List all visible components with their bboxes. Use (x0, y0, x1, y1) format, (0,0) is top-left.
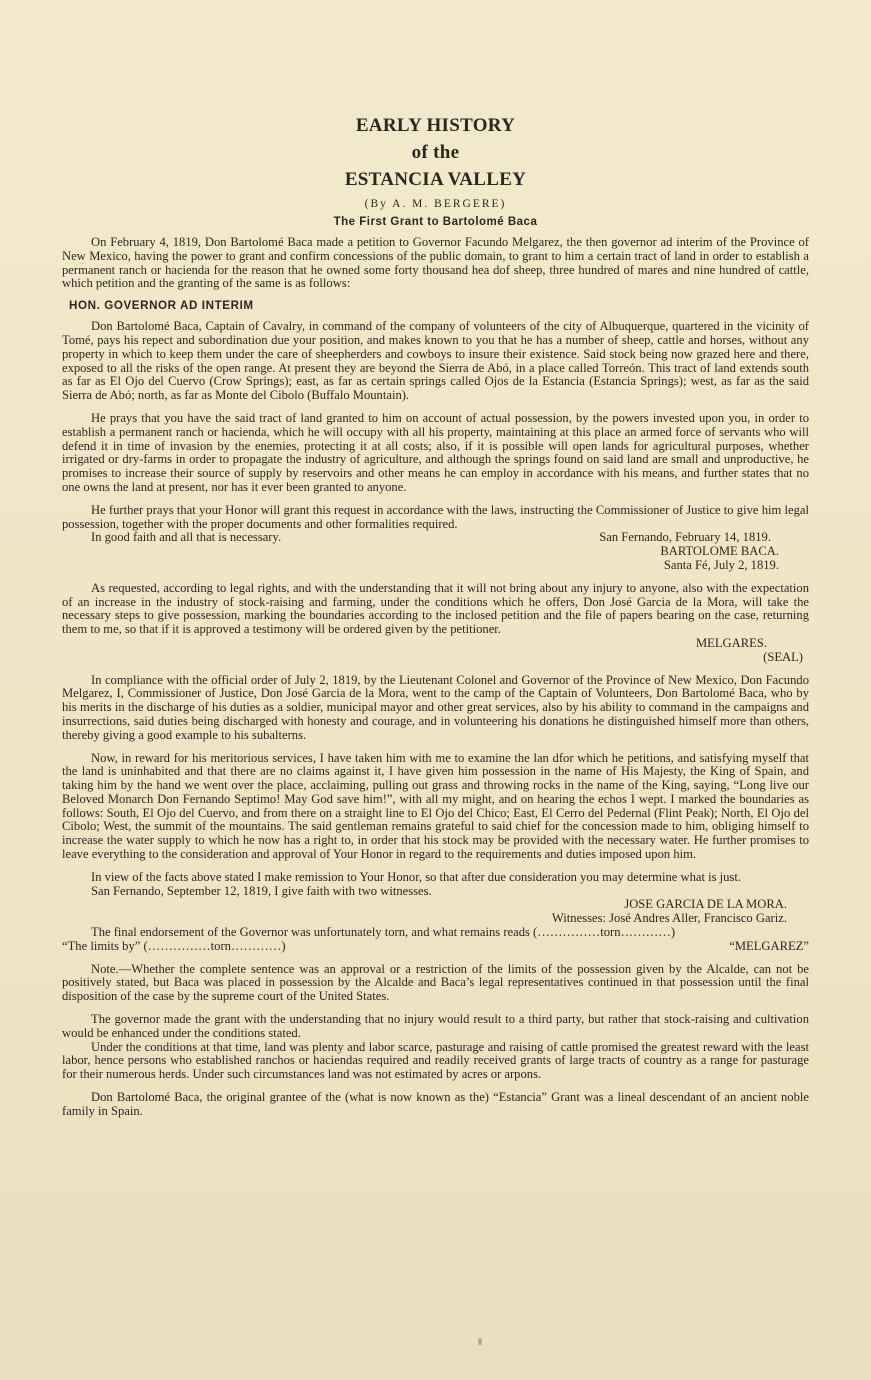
paragraph-witness-line: San Fernando, September 12, 1819, I give faith with two witnesses. (91, 883, 432, 898)
paragraph-intro: On February 4, 1819, Don Bartolomé Baca made a petition to Governor Facundo Melgarez, the then governor ad interim of the Province of New Mexico, having the power to grant and confirm concessions of the public domain, to grant to him a certain tract of land in order to establish a permanent ranch or hacienda for the reason that he owned some forty thousand hea dof sheep, three hundred of mares and nine hundred of cattle, which petition and the granting of the same is as follows: (62, 235, 809, 291)
paragraph-petition: Don Bartolomé Baca, Captain of Cavalry, in command of the company of volunteers of the city of Albuquerque, quartered in the vicinity of Tomé, pays his repect and subordination due your position, and makes known to you that he has a number of sheep, cattle and horses, without any property in which to keep them under the care of sheepherders and cowboys to insure their existence. Said stock being now grazed here and there, exposed to all the risks of the open range. At present they are beyond the Sierra de Abó, in a place called Torreón. This tract of land extends south as far as El Ojo del Cuervo (Crow Springs); east, as far as certain springs called Ojos de la Estancia (Estancia Springs); west, as far as the said Sierra de Abó; north, as far as Monte del Cibolo (Buffalo Mountain). (62, 319, 809, 403)
paragraph-conditions: Under the conditions at that time, land was plenty and labor scarce, pasturage and raising of cattle promised the greatest reward with the least labor, hence persons who established ranchos or haciendas required and readily received grants of large tracts of country as a range for pasturage for their numerous herds. Under such circumstances land was not estimated by acres or arpons. (62, 1039, 809, 1082)
paragraph-note: Note.—Whether the complete sentence was an approval or a restriction of the limits of the possession given by the Alcalde, can not be positively stated, but Baca was placed in possession by the Alcalde and Baca’s legal representatives continued in that possession until the final disposition of the case by the supreme court of the United States. (62, 961, 809, 1004)
document-title (62, 112, 809, 193)
paragraph-prayer: He prays that you have the said tract of land granted to him on account of actual possession, by the powers invested upon you, in order to establish a permanent ranch or hacienda, which he will occupy with all his property, maintaining at this place an armed force of servants who will defend it in time of invasion by the enemies, protecting it at all costs; also, if it is possible will open lands for agricultural purposes, whether irrigated or dry-farms in order to propagate the industry of agriculture, and although the springs found on said land are small and unproductive, he promises to increase their source of supply by reservoirs and other means he can employ in accordance with his means, and further states that no one owns the land at present, nor has it ever been granted to anyone. (62, 410, 809, 494)
faith-text: In good faith and all that is necessary. (91, 530, 282, 545)
decree-date: Santa Fé, July 2, 1819. (663, 557, 779, 572)
title-line-1: EARLY HISTORY (355, 115, 516, 136)
section-heading: HON. GOVERNOR AD INTERIM (69, 299, 254, 313)
signature-garcia: JOSE GARCIA DE LA MORA. (624, 897, 787, 912)
paragraph-remission: In view of the facts above stated I make remission to Your Honor, so that after due consideration you may determine what is just. (91, 869, 742, 884)
limits-text: “The limits by” (……………torn…………) (62, 938, 286, 953)
petition-date: San Fernando, February 14, 1819. (599, 530, 771, 545)
paragraph-decree: As requested, according to legal rights, and with the understanding that it will not bring about any injury to anyone, also with the expectation of an increase in the industry of stock-raising and farming, under the conditions which he offers, Don José Garcia de la Mora, will take the necessary steps to give possession, marking the boundaries according to the inclosed petition and the file of papers bearing on the case, returning them to me, so that if it is approved a testimony will be ordered given by the petitioner. (62, 580, 809, 637)
endorsement-line (62, 940, 809, 954)
paragraph-possession: Now, in reward for his meritorious services, I have taken him with me to examine the lan dfor which he petitions, and satisfying myself that the land is uninhabited and that there are no claims against it, I have given him possession in the name of His Majesty, the King of Spain, and taking him by the hand we went over the place, acclaiming, pulling out grass and throwing rocks in the name of the King, saying, “Long live our Beloved Monarch Don Fernando Septimo! May God save him!”, with all my might, and on hearing the echos I wept. I marked the boundaries as follows: South, El Ojo del Cuervo, and from there on a straight line to El Ojo del Chico; East, El Cerro del Pedernal (Flint Peak); North, El Ojo del Cibolo; West, the summit of the mountains. The said gentleman remains grateful to said chief for the concession made to him, obliging himself to increase the water supply to which he now has a right to, in order that his stock may be provided with the necessary water. He further promises to leave everything to the consideration and approval of Your Honor in regard to the requirements and duties imposed upon him. (62, 750, 809, 862)
paragraph-understanding: The governor made the grant with the understanding that no injury would result to a third party, but rather that stock-raising and cultivation would be enhanced under the conditions stated. (62, 1012, 809, 1040)
signature-melgares: MELGARES. (695, 635, 767, 650)
paper-mark (478, 1338, 482, 1345)
paragraph-compliance: In compliance with the official order of July 2, 1819, by the Lieutenant Colonel and Governor of the Province of New Mexico, Don Facundo Melgarez, I, Commissioner of Justice, Don José Garcia de la Mora, went to the camp of the Captain of Volunteers, Don Bartolomé Baca, who by his merits in the discharge of his duties as a soldier, municipal mayor and other great services, also by his ability to command in the campaigns and insurrections, said duties being discharged with honesty and courage, and in volunteering his donations he distinguished himself more than others, thereby giving a good example to his subalterns. (62, 672, 809, 742)
paragraph-lineage: Don Bartolomé Baca, the original grantee of the (what is now known as the) “Estancia” Grant was a lineal descendant of an ancient noble family in Spain. (62, 1090, 809, 1118)
signature-baca: BARTOLOME BACA. (660, 544, 779, 559)
paragraph-further-prayer: He further prays that your Honor will grant this request in accordance with the laws, instructing the Commissioner of Justice to give him legal possession, together with the proper documents and other formalities required. (62, 502, 809, 531)
title-line-2: of the (411, 142, 460, 163)
subtitle: The First Grant to Bartolomé Baca (333, 216, 538, 228)
byline: (By A. M. BERGERE) (364, 198, 507, 210)
paragraph-endorsement: The final endorsement of the Governor was unfortunately torn, and what remains reads (……………torn…………) (91, 925, 676, 940)
faith-line (62, 531, 809, 545)
seal-text: (SEAL) (763, 649, 803, 664)
title-line-3: ESTANCIA VALLEY (344, 169, 527, 190)
witnesses: Witnesses: José Andres Aller, Francisco Gariz. (551, 911, 787, 926)
melgarez-quote: “MELGAREZ” (729, 938, 809, 953)
